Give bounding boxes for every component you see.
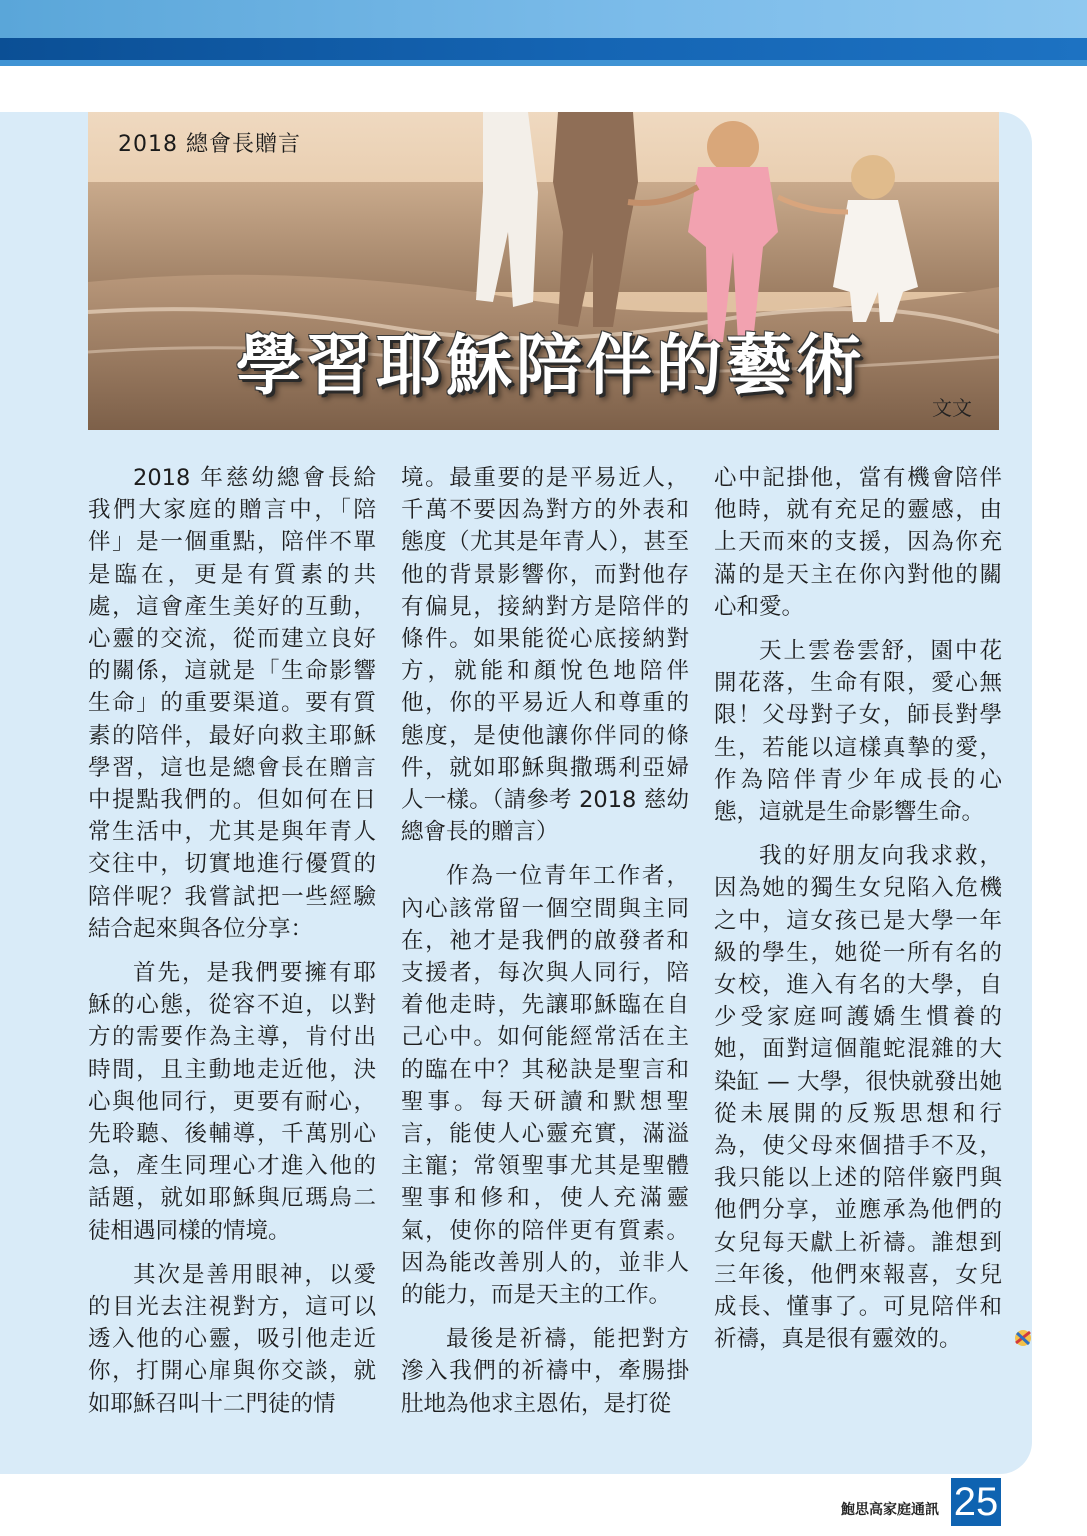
author-byline: 文文 — [932, 396, 972, 420]
paragraph-text: 我的好朋友向我求救，因為她的獨生女兒陷入危機之中，這女孩已是大學一年級的學生，她從一所有名的女校，進入有名的大學，自少受家庭呵護嬌生慣養的她，面對這個龍蛇混雜的大染缸 — 大學，很快就發出她從未展開的反叛思想和行為，使父母來個措手不及，我只能以上述的陪伴竅門與他們分享，並應承為他們的女兒每天獻上祈禱。誰想到三年後，他們來報喜，女兒成長、懂事了。可見陪伴和祈禱，真是很有靈效的。 — [714, 843, 1002, 1353]
paragraph: 作為一位青年工作者，內心該常留一個空間與主同在，祂才是我們的啟發者和支援者，每次與人同行，陪着他走時，先讓耶穌臨在自己心中。如何能經常活在主的臨在中？其秘訣是聖言和聖事。每天研讀和默想聖言，能使人心靈充實，滿溢主寵；常領聖事尤其是聖體聖事和修和，使人充滿靈氣，使你的陪伴更有質素。因為能改善別人的，並非人的能力，而是天主的工作。 — [401, 863, 689, 1309]
paragraph: 境。最重要的是平易近人，千萬不要因為對方的外表和態度（尤其是年青人），甚至他的背景影響你，而對他存有偏見，接納對方是陪伴的條件。如果能從心底接納對方，就能和顏悅色地陪伴他，你的平易近人和尊重的態度，是使他讓你伴同的條件，就如耶穌與撒瑪利亞婦人一樣。（請參考 2018 慈幼總會長的贈言） — [401, 465, 689, 846]
article-headline: 學習耶穌陪伴的藝術 — [236, 327, 866, 404]
header-band-light — [0, 0, 1087, 38]
article-column-2 — [401, 462, 689, 1420]
publication-title: 鮑思高家庭通訊 — [841, 1502, 939, 1518]
paragraph: 心中記掛他，當有機會陪伴他時，就有充足的靈感，由上天而來的支援，因為你充滿的是天主在你內對他的關心和愛。 — [714, 465, 1002, 620]
header-band-dark — [0, 38, 1087, 60]
header-band-line — [0, 60, 1087, 66]
paragraph: 2018 年慈幼總會長給我們大家庭的贈言中，「陪伴」是一個重點，陪伴不單是臨在，更是有質素的共處，這會產生美好的互動，心靈的交流，從而建立良好的關係，這就是「生命影響生命」的重要渠道。要有質素的陪伴，最好向救主耶穌學習，這也是總會長在贈言中提點我們的。但如何在日常生活中，尤其是與年青人交往中，切實地進行優質的陪伴呢？我嘗試把一些經驗結合起來與各位分享： — [88, 465, 376, 942]
article-column-1 — [88, 462, 376, 1420]
article-column-3 — [714, 462, 1002, 1355]
paragraph: 天上雲卷雲舒，園中花開花落，生命有限，愛心無限！父母對子女，師長對學生，若能以這樣真摯的愛，作為陪伴青少年成長的心態，這就是生命影響生命。 — [714, 638, 1002, 826]
end-mark-icon — [966, 1326, 990, 1348]
page-number: 25 — [951, 1478, 1001, 1526]
paragraph: 最後是祈禱，能把對方滲入我們的祈禱中，牽腸掛肚地為他求主恩佑，是打從 — [401, 1326, 689, 1417]
section-label: 2018 總會長贈言 — [118, 132, 301, 157]
paragraph: 其次是善用眼神，以愛的目光去注視對方，這可以透入他的心靈，吸引他走近你，打開心扉與你交談，就如耶穌召叫十二門徒的情 — [88, 1261, 376, 1417]
paragraph: 首先，是我們要擁有耶穌的心態，從容不迫，以對方的需要作為主導，肯付出時間，且主動地走近他，決心與他同行，更要有耐心，先聆聽、後輔導，千萬別心急，產生同理心才進入他的話題，就如耶穌與厄瑪烏二徒相遇同樣的情境。 — [88, 960, 376, 1244]
paragraph-final — [714, 840, 1002, 1355]
